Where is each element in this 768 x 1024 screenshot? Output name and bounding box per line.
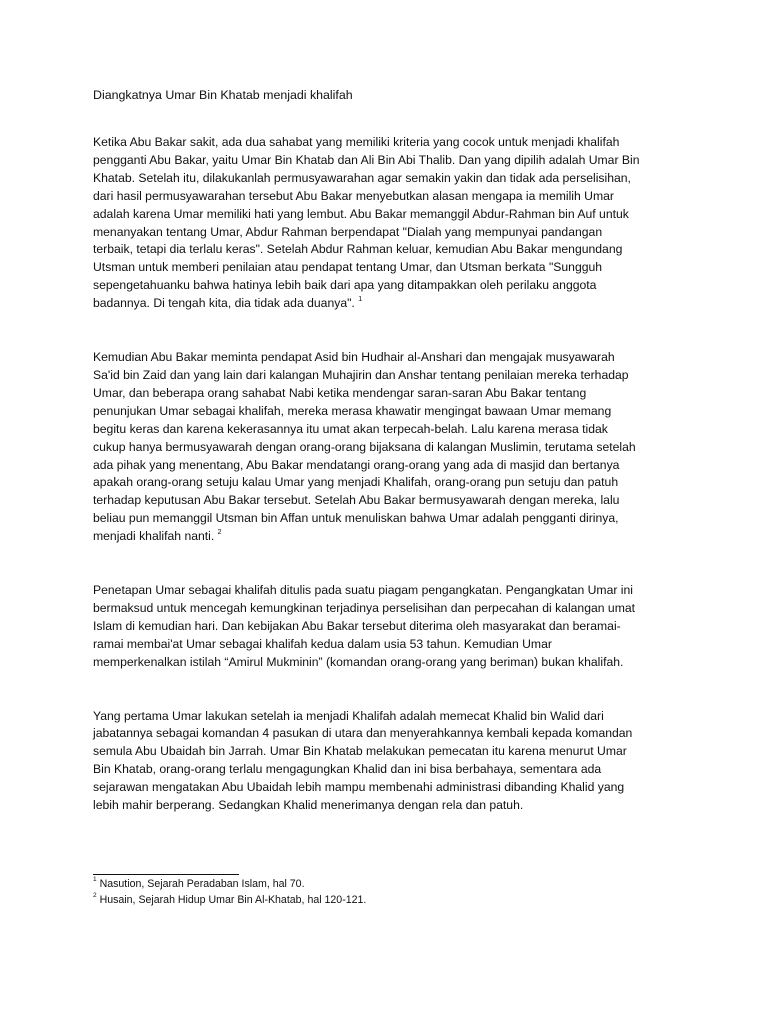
line-text: Utsman untuk memberi penilaian atau pendapat tentang Umar, dan Utsman berkata "Sungguh	[93, 260, 603, 275]
paragraph-line	[93, 277, 683, 295]
line-text: Islam di kemudian hari. Dan kebijakan Abu Bakar tersebut diterima oleh masyarakat dan beramai-	[93, 618, 621, 633]
paragraph-line	[93, 170, 683, 188]
paragraph-line	[93, 206, 683, 224]
paragraph-line	[93, 439, 683, 457]
paragraph-line	[93, 241, 683, 259]
line-text: lebih mahir berperang. Sedangkan Khalid menerimanya dengan rela dan patuh.	[93, 798, 524, 813]
paragraph-line	[93, 474, 683, 492]
line-text: ada pihak yang menentang, Abu Bakar mendatangi orang-orang yang ada di masjid dan bertanya	[93, 457, 620, 472]
paragraph-line	[93, 224, 683, 242]
line-text: menanyakan tentang Umar, Abdur Rahman berpendapat "Dialah yang mempunyai pandangan	[93, 224, 603, 239]
paragraph-line	[93, 779, 683, 797]
line-text: Umar, dan beberapa orang sahabat Nabi ketika mendengar saran-saran Abu Bakar tentang	[93, 385, 587, 400]
paragraph	[93, 349, 683, 546]
line-text: sejarawan mengatakan Abu Ubaidah lebih mampu membenahi administrasi dibanding Khalid yang	[93, 780, 625, 795]
document-body	[93, 86, 683, 851]
paragraph-line	[93, 761, 683, 779]
line-text: jabatannya sebagai komandan 4 pasukan di utara dan menyerahkannya kembali kepada komandan	[93, 726, 633, 741]
paragraph-line	[93, 152, 683, 170]
paragraph-line	[93, 259, 683, 277]
paragraph-line	[93, 385, 683, 403]
line-text: begitu keras dan karena kekerasannya itu umat akan terpecah-belah. Lalu karena merasa tidak	[93, 421, 608, 436]
paragraph	[93, 134, 683, 313]
paragraph-line	[93, 403, 683, 421]
footnote-mark: 2	[93, 891, 97, 899]
paragraph-line	[93, 188, 683, 206]
footnote-text: Nasution, Sejarah Peradaban Islam, hal 70.	[99, 878, 305, 890]
paragraph-line	[93, 295, 683, 313]
line-text: apakah orang-orang setuju kalau Umar yang menjadi Khalifah, orang-orang pun setuju dan patuh	[93, 475, 619, 490]
line-text: menjadi khalifah nanti.	[93, 529, 215, 544]
line-text: ramai membai'at Umar sebagai khalifah kedua dalam usia 53 tahun. Kemudian Umar	[93, 636, 552, 651]
line-text: Khatab. Setelah itu, dilakukanlah permusyawarahan agar semakin yakin dan tidak ada perselisihan,	[93, 170, 631, 185]
line-text: bermaksud untuk mencegah kemungkinan terjadinya perselisihan dan perpecahan di kalangan umat	[93, 600, 636, 615]
paragraph-list	[93, 134, 683, 815]
paragraph-line	[93, 367, 683, 385]
line-text: cukup hanya bermusyawarah dengan orang-orang bijaksana di kalangan Muslimin, terutama setelah	[93, 439, 636, 454]
paragraph-line	[93, 134, 683, 152]
paragraph-line	[93, 743, 683, 761]
line-text: Bin Khatab, orang-orang terlalu mengagungkan Khalid dan ini bisa berbahaya, sementara ada	[93, 762, 602, 777]
line-text: Sa'id bin Zaid dan yang lain dari kalangan Muhajirin dan Anshar tentang penilaian mereka terhadap	[93, 367, 629, 382]
line-text: Ketika Abu Bakar sakit, ada dua sahabat yang memiliki kriteria yang cocok untuk menjadi khalifah	[93, 135, 620, 149]
line-text: semula Abu Ubaidah bin Jarrah. Umar Bin Khatab melakukan pemecatan itu karena menurut Umar	[93, 744, 627, 759]
footnote	[93, 893, 683, 909]
footnote	[93, 877, 683, 893]
paragraph-line	[93, 654, 683, 672]
paragraph-line	[93, 797, 683, 815]
paragraph-line	[93, 421, 683, 439]
line-text: Penetapan Umar sebagai khalifah ditulis pada suatu piagam pengangkatan. Pengangkatan Umar ini	[93, 583, 633, 598]
line-text: memperkenalkan istilah “Amirul Mukminin” (komandan orang-orang yang beriman) bukan khalifah.	[93, 654, 624, 669]
paragraph-line	[93, 582, 683, 600]
paragraph-line	[93, 349, 683, 367]
paragraph-line	[93, 510, 683, 528]
paragraph-line	[93, 618, 683, 636]
document-title: Diangkatnya Umar Bin Khatab menjadi khalifah	[93, 88, 353, 102]
footnote-reference[interactable]: 1	[358, 296, 363, 304]
footnote-text: Husain, Sejarah Hidup Umar Bin Al-Khatab, hal 120-121.	[99, 893, 367, 906]
line-text: terhadap keputusan Abu Bakar tersebut. Setelah Abu Bakar bermusyawarah dengan mereka, lalu	[93, 493, 620, 508]
line-text: adalah karena Umar memiliki hati yang lembut. Abu Bakar memanggil Abdur-Rahman bin Auf untuk	[93, 206, 629, 221]
footnote-mark: 1	[93, 876, 97, 884]
line-text: pengganti Abu Bakar, yaitu Umar Bin Khatab dan Ali Bin Abi Thalib. Dan yang dipilih adalah Umar Bin	[93, 152, 640, 167]
paragraph-line	[93, 725, 683, 743]
line-text: beliau pun memanggil Utsman bin Affan untuk menuliskan bahwa Umar adalah pengganti dirinya,	[93, 511, 619, 526]
line-text: penunjukan Umar sebagai khalifah, mereka merasa khawatir mengingat bawaan Umar memang	[93, 403, 612, 418]
footnote-list	[93, 877, 683, 908]
paragraph-line	[93, 636, 683, 654]
line-text: badannya. Di tengah kita, dia tidak ada duanya".	[93, 296, 355, 311]
paragraph-line	[93, 600, 683, 618]
paragraph-line	[93, 457, 683, 475]
line-text: sepengetahuanku bahwa hatinya lebih baik dari apa yang ditampakkan oleh perilaku anggota	[93, 278, 597, 293]
line-text: terbaik, tetapi dia terlalu keras". Setelah Abdur Rahman keluar, kemudian Abu Bakar mengundang	[93, 242, 623, 257]
paragraph-line	[93, 528, 683, 546]
line-text: Kemudian Abu Bakar meminta pendapat Asid bin Hudhair al-Anshari dan mengajak musyawarah	[93, 350, 615, 365]
paragraph	[93, 708, 683, 815]
footnote-separator	[93, 874, 239, 875]
paragraph-line	[93, 492, 683, 510]
line-text: dari hasil permusyawarahan tersebut Abu Bakar menyebutkan alasan mengapa ia memilih Umar	[93, 188, 614, 203]
paragraph-line	[93, 708, 683, 726]
paragraph	[93, 582, 683, 672]
footnote-reference[interactable]: 2	[217, 529, 222, 537]
line-text: Yang pertama Umar lakukan setelah ia menjadi Khalifah adalah memecat Khalid bin Walid dari	[93, 708, 604, 723]
